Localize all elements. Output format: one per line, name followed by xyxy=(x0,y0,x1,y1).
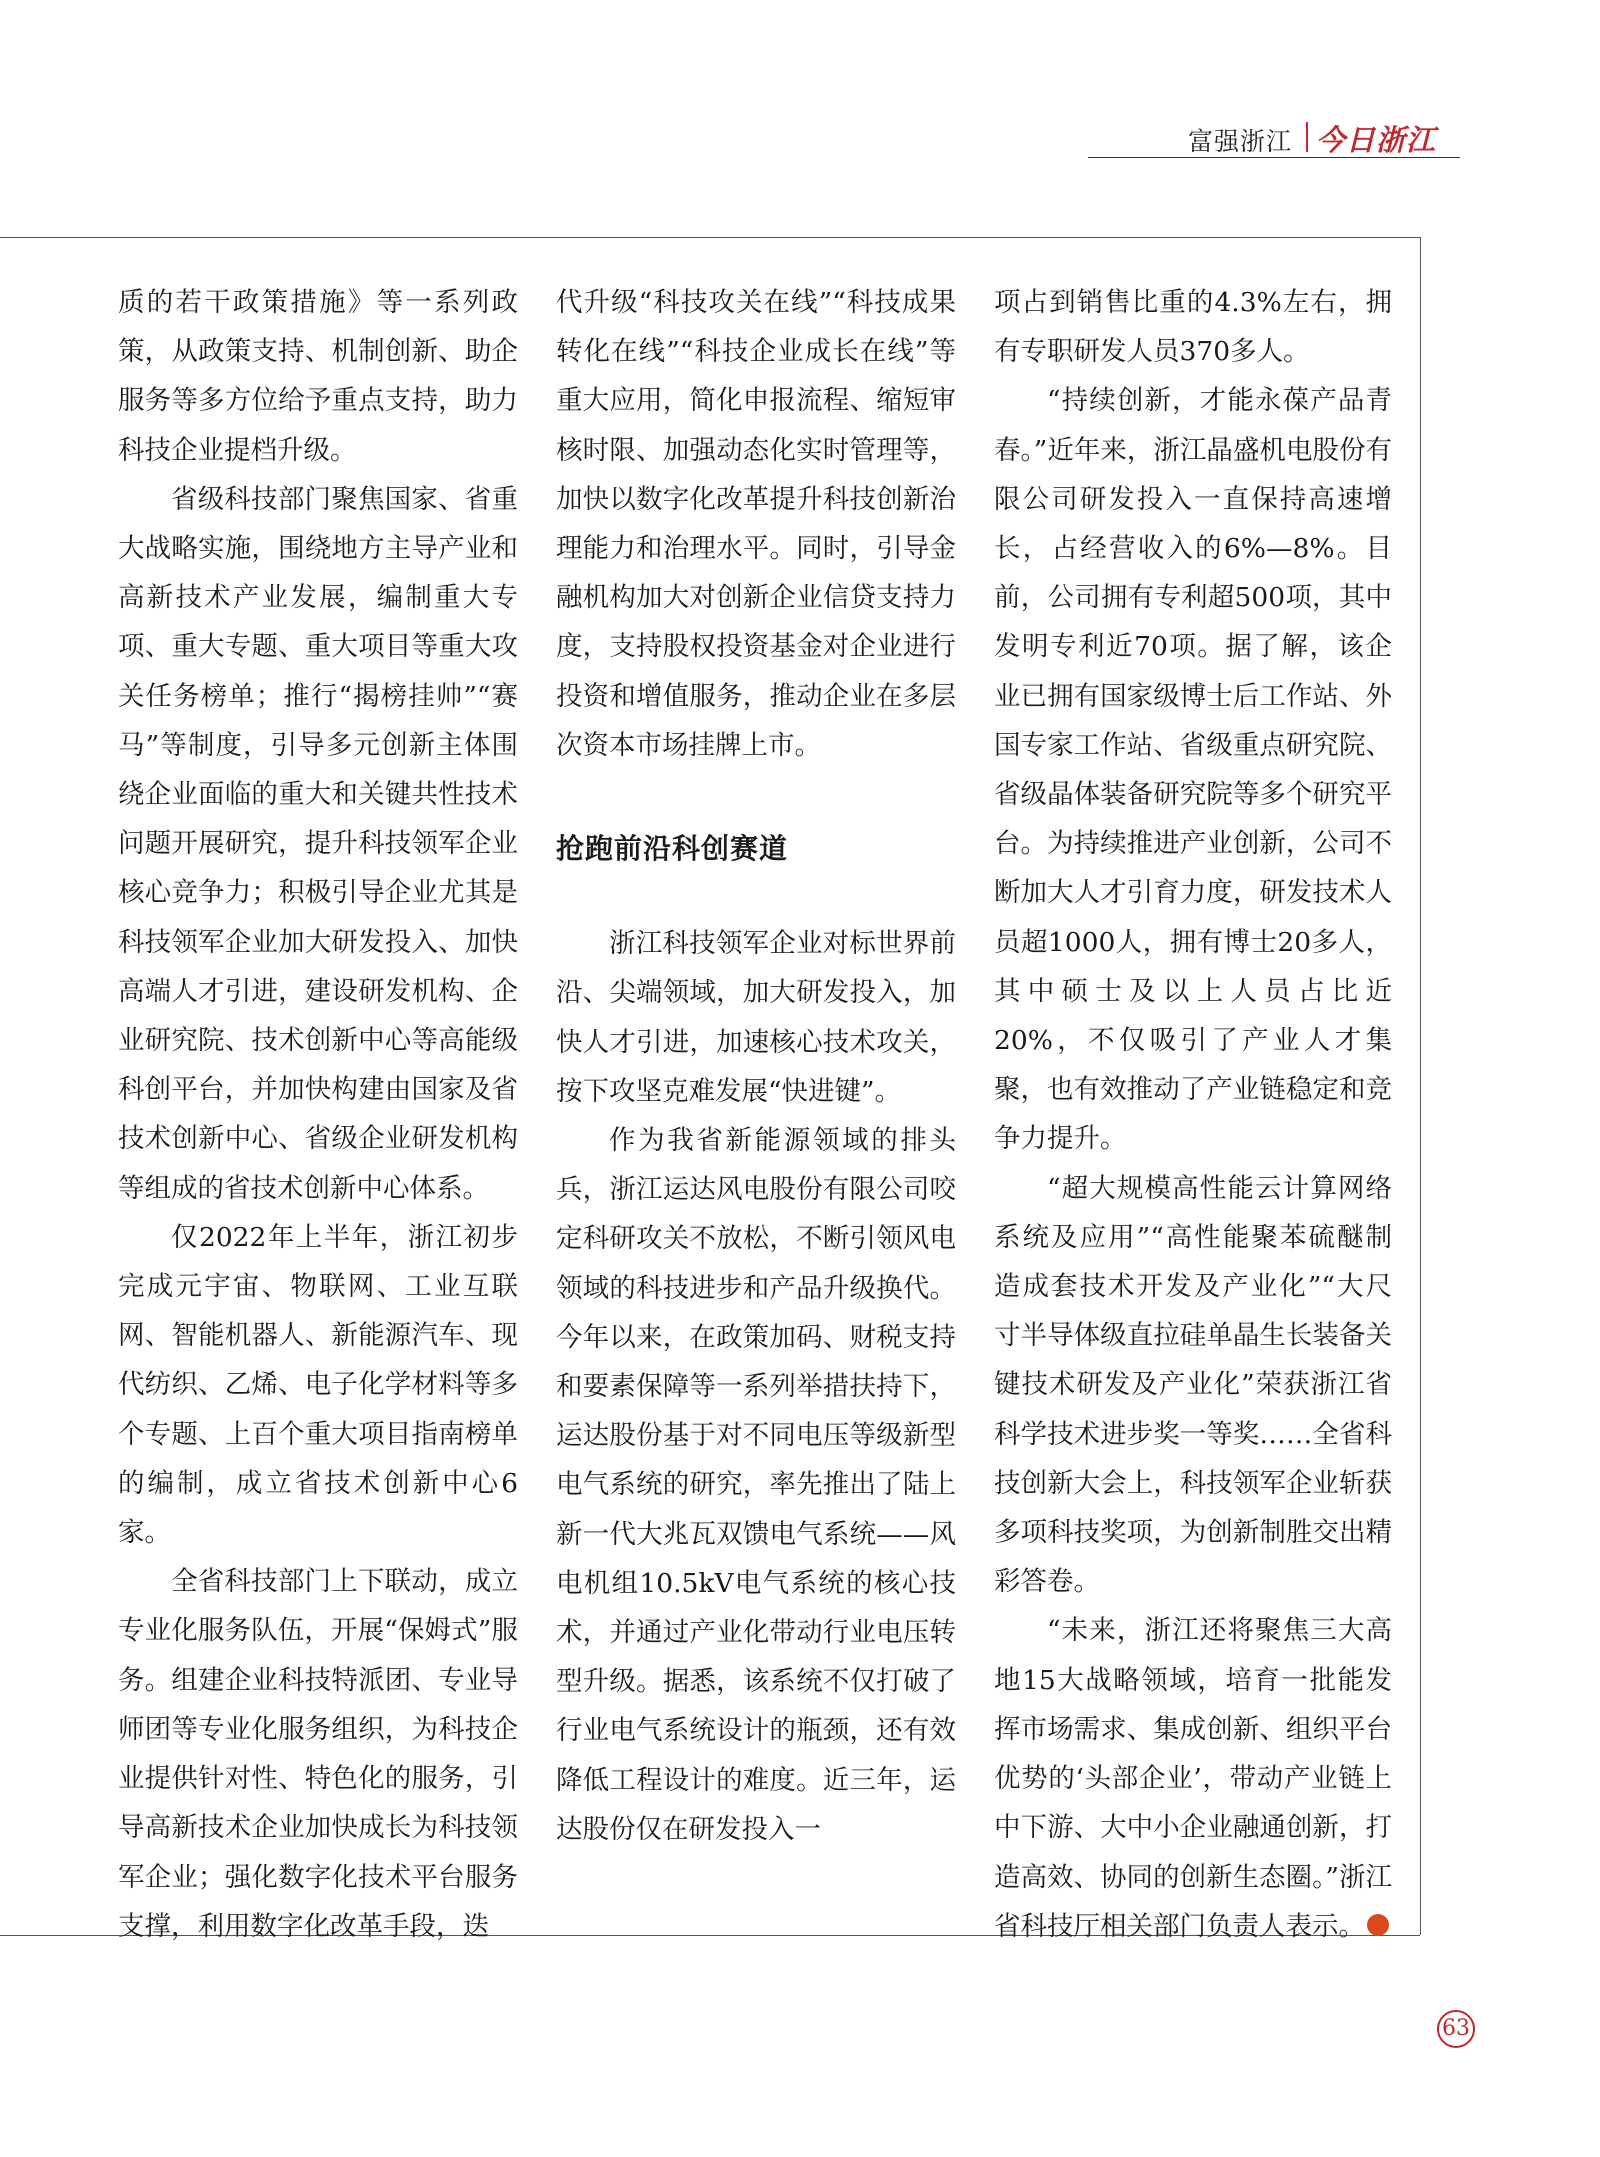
header-divider xyxy=(1306,122,1308,152)
section-name: 富强浙江 xyxy=(1188,127,1293,156)
paragraph: 项占到销售比重的4.3%左右，拥有专职研发人员370多人。 xyxy=(994,287,1392,368)
frame-top-rule xyxy=(0,237,1420,238)
paragraph: 浙江科技领军企业对标世界前沿、尖端领域，加大研发投入，加快人才引进，加速核心技术攻关，按下攻坚克难发展“快进键”。 xyxy=(556,928,956,1107)
article-column-1 xyxy=(118,278,518,1951)
page-number: 63 xyxy=(1437,2010,1475,2048)
final-paragraph xyxy=(994,1606,1392,1950)
article-column-3 xyxy=(994,278,1392,1951)
frame-right-rule xyxy=(1420,237,1421,1935)
article-column-2 xyxy=(556,278,956,1854)
paragraph-text: “未来，浙江还将聚焦三大高地15大战略领域，培育一批能发挥市场需求、集成创新、组织平台优势的‘头部企业’，带动产业链上中下游、大中小企业融通创新，打造高效、协同的创新生态圈。”浙江省科技厅相关部门负责人表示。 xyxy=(994,1615,1392,1942)
section-subheading: 抢跑前沿科创赛道 xyxy=(556,832,789,866)
paragraph: 质的若干政策措施》等一系列政策，从政策支持、机制创新、助企服务等多方位给予重点支持，助力科技企业提档升级。 xyxy=(118,287,518,466)
header-rule xyxy=(1088,157,1460,158)
paragraph: 全省科技部门上下联动，成立专业化服务队伍，开展“保姆式”服务。组建企业科技特派团、专业导师团等专业化服务组织，为科技企业提供针对性、特色化的服务，引导高新技术企业加快成长为科技领军企业；强化数字化技术平台服务支撑，利用数字化改革手段，迭 xyxy=(118,1566,518,1942)
paragraph: “持续创新，才能永葆产品青春。”近年来，浙江晶盛机电股份有限公司研发投入一直保持高速增长，占经营收入的6%—8%。目前，公司拥有专利超500项，其中发明专利近70项。据了解，该企业已拥有国家级博士后工作站、外国专家工作站、省级重点研究院、省级晶体装备研究院等多个研究平台。为持续推进产业创新，公司不断加大人才引育力度，研发技术人员超1000人，拥有博士20多人，其中硕士及以上人员占比近20%，不仅吸引了产业人才集聚，也有效推动了产业链稳定和竞争力提升。 xyxy=(994,385,1392,1155)
paragraph: 代升级“科技攻关在线”“科技成果转化在线”“科技企业成长在线”等重大应用，简化申报流程、缩短审核时限、加强动态化实时管理等，加快以数字化改革提升科技创新治理能力和治理水平。同时，引导金融机构加大对创新企业信贷支持力度，支持股权投资基金对企业进行投资和增值服务，推动企业在多层次资本市场挂牌上市。 xyxy=(556,287,956,761)
paragraph: “超大规模高性能云计算网络系统及应用”“高性能聚苯硫醚制造成套技术开发及产业化”“大尺寸半导体级直拉硅单晶生长装备关键技术研发及产业化”荣获浙江省科学技术进步奖一等奖……全省科技创新大会上，科技领军企业斩获多项科技奖项，为创新制胜交出精彩答卷。 xyxy=(994,1172,1392,1598)
paragraph: 作为我省新能源领域的排头兵，浙江运达风电股份有限公司咬定科研攻关不放松，不断引领风电领域的科技进步和产品升级换代。今年以来，在政策加码、财税支持和要素保障等一系列举措扶持下，运达股份基于对不同电压等级新型电气系统的研究，率先推出了陆上新一代大兆瓦双馈电气系统——风电机组10.5kV电气系统的核心技术，并通过产业化带动行业电压转型升级。据悉，该系统不仅打破了行业电气系统设计的瓶颈，还有效降低工程设计的难度。近三年，运达股份仅在研发投入一 xyxy=(556,1125,956,1845)
paragraph: 省级科技部门聚焦国家、省重大战略实施，围绕地方主导产业和高新技术产业发展，编制重大专项、重大专题、重大项目等重大攻关任务榜单；推行“揭榜挂帅”“赛马”等制度，引导多元创新主体围绕企业面临的重大和关键共性技术问题开展研究，提升科技领军企业核心竞争力；积极引导企业尤其是科技领军企业加大研发投入、加快高端人才引进，建设研发机构、企业研究院、技术创新中心等高能级科创平台，并加快构建由国家及省技术创新中心、省级企业研发机构等组成的省技术创新中心体系。 xyxy=(118,483,518,1204)
magazine-logo: 今日浙江 xyxy=(1316,123,1437,157)
paragraph: 仅2022年上半年，浙江初步完成元宇宙、物联网、工业互联网、智能机器人、新能源汽车、现代纺织、乙烯、电子化学材料等多个专题、上百个重大项目指南榜单的编制，成立省技术创新中心6家。 xyxy=(118,1221,518,1549)
page-header xyxy=(1088,118,1460,158)
article-end-icon xyxy=(1367,1914,1389,1936)
